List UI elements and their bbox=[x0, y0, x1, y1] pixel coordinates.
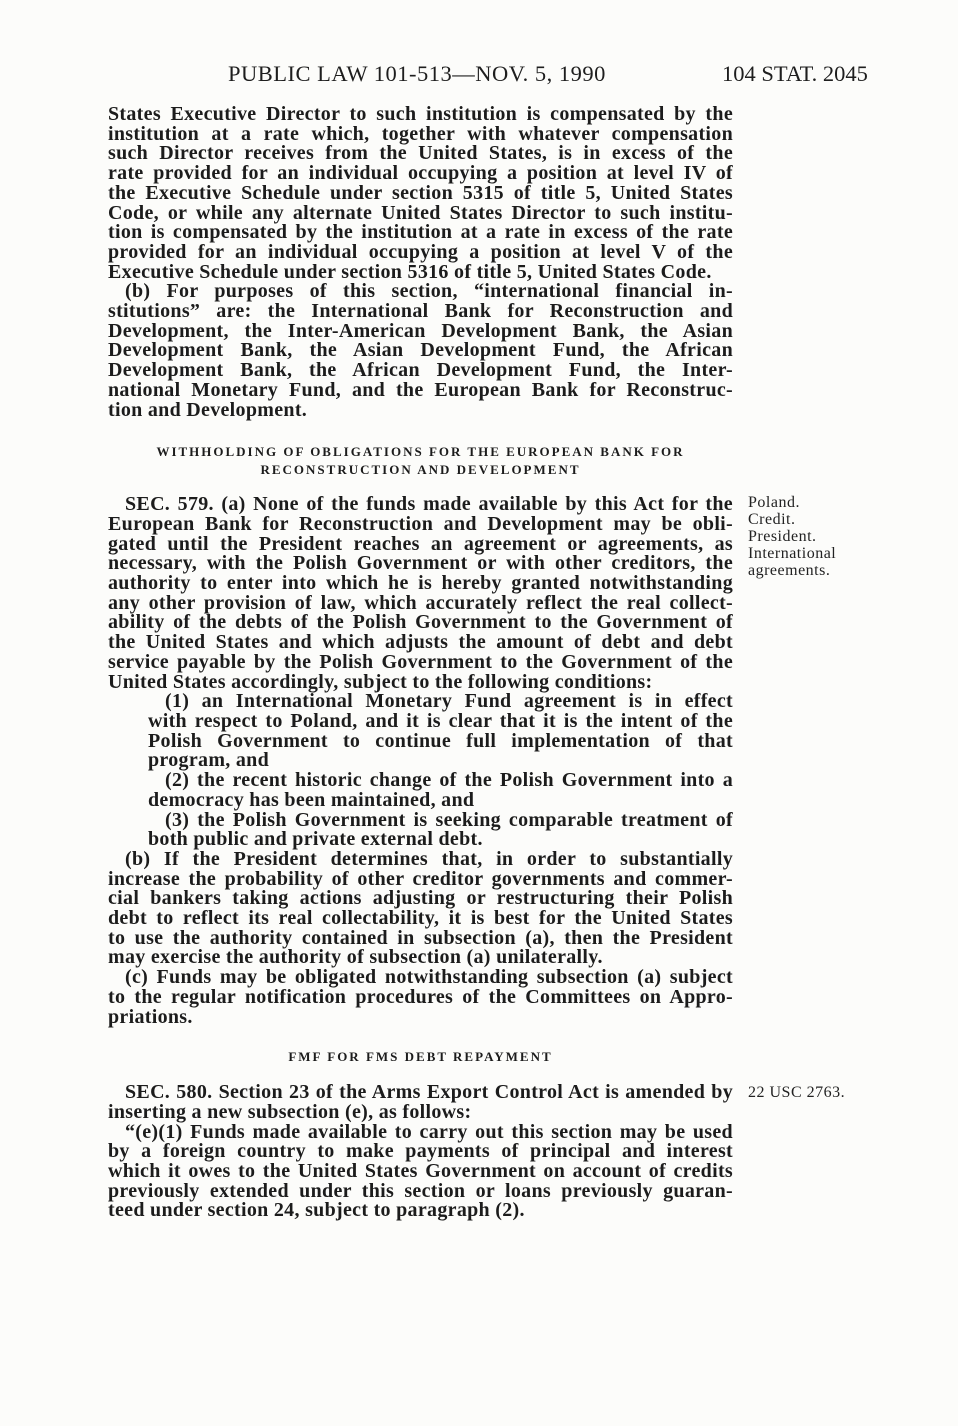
text-line: tion and Development. bbox=[108, 398, 308, 421]
text-line: program, and bbox=[148, 749, 270, 772]
text-column bbox=[108, 105, 733, 1221]
text-line: inserting a new subsection (e), as follows: bbox=[108, 1100, 472, 1123]
text-line: Development, the Inter-American Development Bank, the Asian bbox=[108, 319, 733, 342]
text-line: Poland. bbox=[748, 494, 800, 511]
text-line: democracy has been maintained, and bbox=[148, 788, 475, 811]
section-579-a bbox=[108, 495, 733, 692]
text-line: Development Bank, the Asian Development Fund, the African bbox=[108, 339, 733, 362]
text-line: authority to enter into which he is hereby granted notwithstanding bbox=[108, 572, 733, 595]
text-line: Development Bank, the African Development Fund, the Inter- bbox=[108, 359, 733, 382]
margin-note bbox=[748, 1084, 845, 1101]
text-line: provided for an individual occupying a position at level V of the bbox=[108, 240, 733, 263]
paragraph-b-definitions bbox=[108, 282, 733, 420]
text-line: gated until the President reaches an agreement or agreements, as bbox=[108, 532, 733, 555]
text-line: Executive Schedule under section 5316 of title 5, United States Code. bbox=[108, 260, 712, 283]
text-line: (b) For purposes of this section, “international financial in- bbox=[125, 280, 733, 303]
text-line: FMF FOR FMS DEBT REPAYMENT bbox=[288, 1049, 553, 1065]
text-line: Polish Government to continue full implementation of that bbox=[148, 729, 733, 752]
running-head-title: PUBLIC LAW 101-513—NOV. 5, 1990 bbox=[228, 61, 606, 86]
statute-page-number: 104 STAT. 2045 bbox=[722, 61, 868, 86]
text-line: national Monetary Fund, and the European Bank for Reconstruc- bbox=[108, 378, 733, 401]
text-line: previously extended under this section or loans previously guaran- bbox=[108, 1179, 733, 1202]
text-line: by a foreign country to make payments of principal and interest bbox=[108, 1140, 733, 1163]
text-line: President. bbox=[748, 528, 817, 545]
text-line: with respect to Poland, and it is clear that it is the intent of the bbox=[148, 709, 733, 732]
text-line: 22 USC 2763. bbox=[748, 1084, 846, 1101]
section-heading bbox=[108, 1048, 733, 1066]
margin-note bbox=[748, 494, 836, 579]
text-line: rate provided for an individual occupying a position at level IV of bbox=[108, 162, 733, 185]
section-heading bbox=[108, 443, 733, 479]
text-line: (3) the Polish Government is seeking comparable treatment of bbox=[165, 808, 733, 831]
text-line: (b) If the President determines that, in order to substantially bbox=[125, 847, 733, 870]
text-line: cial bankers taking actions adjusting or restructuring their Polish bbox=[108, 887, 733, 910]
text-line: may exercise the authority of subsection (a) unilaterally. bbox=[108, 946, 603, 969]
text-line: agreements. bbox=[748, 562, 831, 579]
text-line: United States accordingly, subject to the following conditions: bbox=[108, 670, 653, 693]
text-line: States Executive Director to such institution is compensated by the bbox=[108, 103, 733, 125]
text-line: “(e)(1) Funds made available to carry out this section may be used bbox=[125, 1120, 733, 1143]
text-line: Code, or while any alternate United States Director to such institu- bbox=[108, 201, 733, 224]
text-line: increase the probability of other creditor governments and commer- bbox=[108, 867, 733, 890]
text-line: tion is compensated by the institution at a rate in excess of the rate bbox=[108, 221, 733, 244]
text-line: ability of the debts of the Polish Government to the Government of bbox=[108, 611, 733, 634]
text-line: the Executive Schedule under section 5315 of title 5, United States bbox=[108, 181, 733, 204]
text-line: debt to reflect its real collectability, it is best for the United States bbox=[108, 907, 733, 930]
text-line: (2) the recent historic change of the Polish Government into a bbox=[165, 769, 733, 792]
text-line: which it owes to the United States Government on account of credits bbox=[108, 1160, 733, 1183]
paragraph-continued bbox=[108, 105, 733, 282]
text-line: (c) Funds may be obligated notwithstanding subsection (a) subject bbox=[125, 966, 733, 989]
text-line: such Director receives from the United States, is in excess of the bbox=[108, 142, 733, 165]
section-579-a-2 bbox=[148, 771, 733, 810]
text-line: RECONSTRUCTION AND DEVELOPMENT bbox=[260, 462, 581, 478]
section-579-c bbox=[108, 968, 733, 1027]
text-line: International bbox=[748, 545, 837, 562]
text-line: necessary, with the Polish Government or with other creditors, the bbox=[108, 552, 733, 575]
text-line: priations. bbox=[108, 1005, 193, 1028]
section-579-a-1 bbox=[148, 692, 733, 771]
text-line: SEC. 579. (a) None of the funds made available by this Act for the bbox=[125, 493, 733, 516]
text-line: both public and private external debt. bbox=[148, 828, 483, 851]
text-line: teed under section 24, subject to paragraph (2). bbox=[108, 1199, 525, 1222]
section-579-a-3 bbox=[148, 808, 733, 851]
section-580-e-1 bbox=[108, 1120, 733, 1222]
text-line: to use the authority contained in subsection (a), then the President bbox=[108, 926, 733, 949]
text-line: to the regular notification procedures of the Committees on Appro- bbox=[108, 985, 733, 1008]
text-line: any other provision of law, which accurately reflect the real collect- bbox=[108, 591, 733, 614]
text-line: institution at a rate which, together with whatever compensation bbox=[108, 122, 733, 145]
text-line: (1) an International Monetary Fund agreement is in effect bbox=[165, 690, 733, 713]
text-line: European Bank for Reconstruction and Development may be obli- bbox=[108, 512, 733, 535]
text-line: SEC. 580. Section 23 of the Arms Export Control Act is amended by bbox=[125, 1081, 733, 1104]
text-line: stitutions” are: the International Bank for Reconstruction and bbox=[108, 300, 733, 323]
section-580-intro bbox=[108, 1083, 733, 1122]
text-line: Credit. bbox=[748, 511, 796, 528]
text-line: the United States and which adjusts the amount of debt and debt bbox=[108, 631, 733, 654]
section-579-b bbox=[108, 847, 733, 969]
text-line: service payable by the Polish Government to the Government of the bbox=[108, 650, 733, 673]
text-line: WITHHOLDING OF OBLIGATIONS FOR THE EUROPEAN BANK FOR bbox=[156, 444, 685, 460]
